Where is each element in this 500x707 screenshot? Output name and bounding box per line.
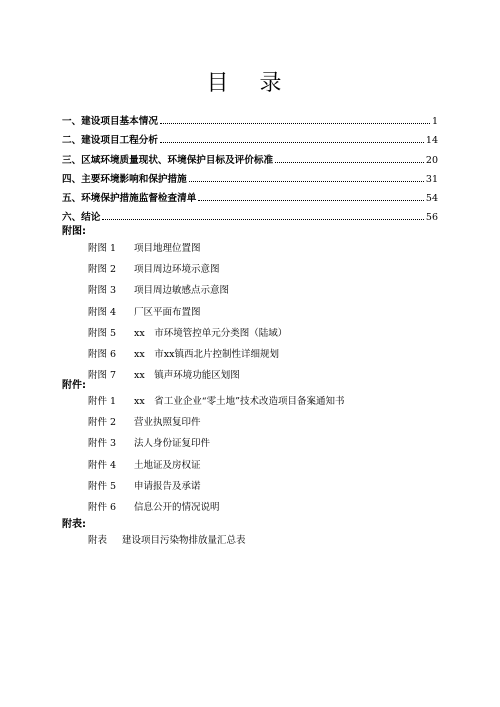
toc-entry-page: 56: [425, 212, 438, 224]
figure-text: xx 镇声环境功能区划图: [134, 370, 240, 382]
tables-list: [88, 532, 246, 553]
figure-code: 附图 4: [88, 306, 117, 318]
attachment-code: 附件 5: [88, 480, 117, 492]
figure-item: [88, 325, 287, 346]
figure-text: xx 市环境管控单元分类图（陆域）: [134, 327, 288, 339]
table-item: [88, 532, 246, 553]
toc-entry-label: 六、结论: [62, 212, 101, 224]
figure-text: 项目地理位置图: [134, 243, 201, 254]
attachment-code: 附件 1: [88, 396, 117, 407]
figure-text: 项目周边环境示意图: [134, 264, 220, 276]
toc-entry-page: 14: [425, 135, 438, 147]
toc-entry-label: 一、建设项目基本情况: [62, 116, 158, 128]
attachment-text: 营业执照复印件: [134, 417, 201, 429]
figures-list: [88, 240, 287, 388]
leader-dots: [160, 122, 430, 124]
attachment-code: 附件 6: [88, 501, 117, 513]
figure-text: 项目周边敏感点示意图: [134, 285, 230, 297]
figure-item: [88, 240, 287, 261]
attachment-item: [88, 393, 344, 414]
leader-dots: [198, 199, 424, 201]
toc-entry[interactable]: [62, 127, 438, 146]
figure-code: 附图 3: [88, 285, 117, 297]
toc-entry-label: 三、区域环境质量现状、环境保护目标及评价标准: [62, 154, 274, 166]
figures-heading: 附图:: [62, 226, 86, 237]
figure-item: [88, 346, 287, 367]
leader-dots: [102, 218, 424, 220]
toc-entry-page: 20: [425, 154, 438, 166]
leader-dots: [160, 141, 424, 143]
figure-code: 附图 2: [88, 264, 117, 276]
figure-code: 附图 6: [88, 348, 117, 360]
attachment-code: 附件 2: [88, 417, 117, 429]
toc-entry-page: 54: [425, 192, 438, 204]
attachment-text: 法人身份证复印件: [134, 438, 211, 450]
attachment-text: 信息公开的情况说明: [134, 501, 220, 513]
figure-item: [88, 282, 287, 303]
figure-text: xx 市xx镇西北片控制性详细规划: [134, 348, 279, 360]
toc-entry-page: 31: [425, 173, 438, 185]
table-text: 建设项目污染物排放量汇总表: [122, 535, 246, 546]
attachment-item: [88, 499, 344, 520]
attachment-item: [88, 414, 344, 435]
table-of-contents: [62, 108, 438, 223]
figure-text: 厂区平面布置图: [134, 306, 201, 318]
figure-item: [88, 367, 287, 388]
attachment-item: [88, 457, 344, 478]
figure-item: [88, 261, 287, 282]
attachment-item: [88, 478, 344, 499]
toc-entry-label: 五、环境保护措施监督检查清单: [62, 192, 197, 204]
attachment-text: 土地证及房权证: [134, 459, 201, 471]
page-title: 目 录: [206, 71, 294, 96]
attachment-code: 附件 4: [88, 459, 117, 471]
toc-entry[interactable]: [62, 166, 438, 185]
attachment-text: 申请报告及承诺: [134, 480, 201, 492]
figure-code: 附图 7: [88, 370, 117, 382]
leader-dots: [189, 180, 424, 182]
figure-item: [88, 304, 287, 325]
toc-entry[interactable]: [62, 108, 438, 127]
tables-heading: 附表:: [62, 519, 86, 530]
attachment-code: 附件 3: [88, 438, 117, 450]
toc-entry-label: 四、主要环境影响和保护措施: [62, 173, 187, 185]
leader-dots: [275, 161, 424, 163]
attachment-item: [88, 435, 344, 456]
toc-entry-page: 1: [431, 116, 438, 128]
toc-entry-label: 二、建设项目工程分析: [62, 135, 158, 147]
figure-code: 附图 1: [88, 243, 117, 254]
toc-entry[interactable]: [62, 146, 438, 165]
toc-entry[interactable]: [62, 204, 438, 223]
attachments-list: [88, 393, 344, 520]
toc-entry[interactable]: [62, 185, 438, 204]
table-code: 附表: [88, 535, 108, 546]
figure-code: 附图 5: [88, 327, 117, 339]
attachments-heading: 附件:: [62, 380, 86, 391]
attachment-text: xx 省工业企业“零土地”技术改造项目备案通知书: [134, 396, 345, 407]
